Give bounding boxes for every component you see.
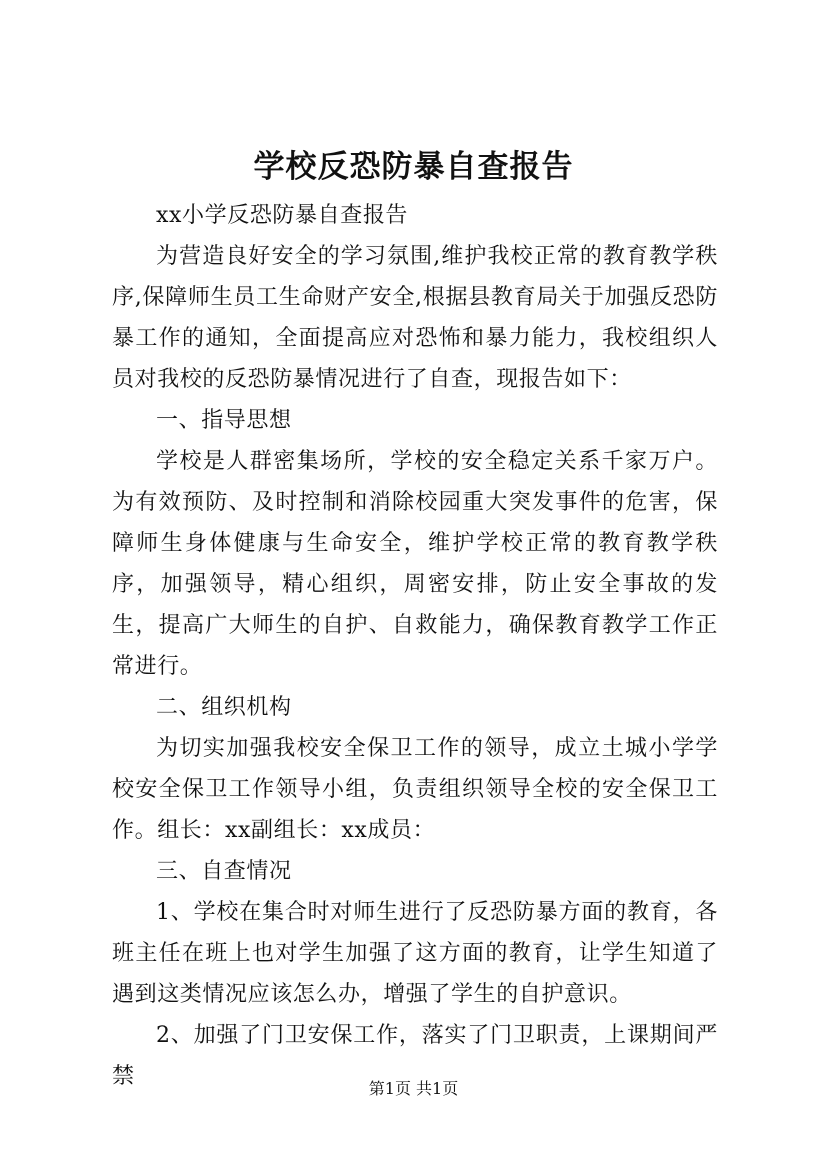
document-title: 学校反恐防暴自查报告: [253, 149, 574, 185]
paragraph-self-check-1: 1、学校在集合时对师生进行了反恐防暴方面的教育，各班主任在班上也对学生加强了这方面的教育，让学生知道了遇到这类情况应该怎么办，增强了学生的自护意识。: [112, 900, 718, 1007]
section-heading-organization: 二、组织机构: [156, 695, 292, 720]
section-heading-guiding-thought: 一、指导思想: [156, 408, 292, 433]
paragraph-organization: 为切实加强我校安全保卫工作的领导，成立土城小学学校安全保卫工作领导小组，负责组织领导全校的安全保卫工作。组长：xx副组长：xx成员：: [112, 736, 718, 843]
paragraph-subtitle: xx小学反恐防暴自查报告: [156, 203, 409, 228]
paragraph-guiding-thought: 学校是人群密集场所，学校的安全稳定关系千家万户。为有效预防、及时控制和消除校园重大突发事件的危害，保障师生身体健康与生命安全，维护学校正常的教育教学秩序，加强领导，精心组织，周密安排，防止安全事故的发生，提高广大师生的自护、自救能力，确保教育教学工作正常进行。: [112, 449, 718, 679]
document-body: [112, 195, 718, 1097]
paragraph-intro: 为营造良好安全的学习氛围,维护我校正常的教育教学秩序,保障师生员工生命财产安全,根据县教育局关于加强反恐防暴工作的通知，全面提高应对恐怖和暴力能力，我校组织人员对我校的反恐防暴情况进行了自查，现报告如下：: [112, 244, 718, 392]
section-heading-self-check: 三、自查情况: [156, 859, 292, 884]
page-number: 第1页 共1页: [368, 1079, 459, 1098]
paragraph-self-check-2: 2、加强了门卫安保工作，落实了门卫职责，上课期间严禁: [112, 1023, 718, 1089]
